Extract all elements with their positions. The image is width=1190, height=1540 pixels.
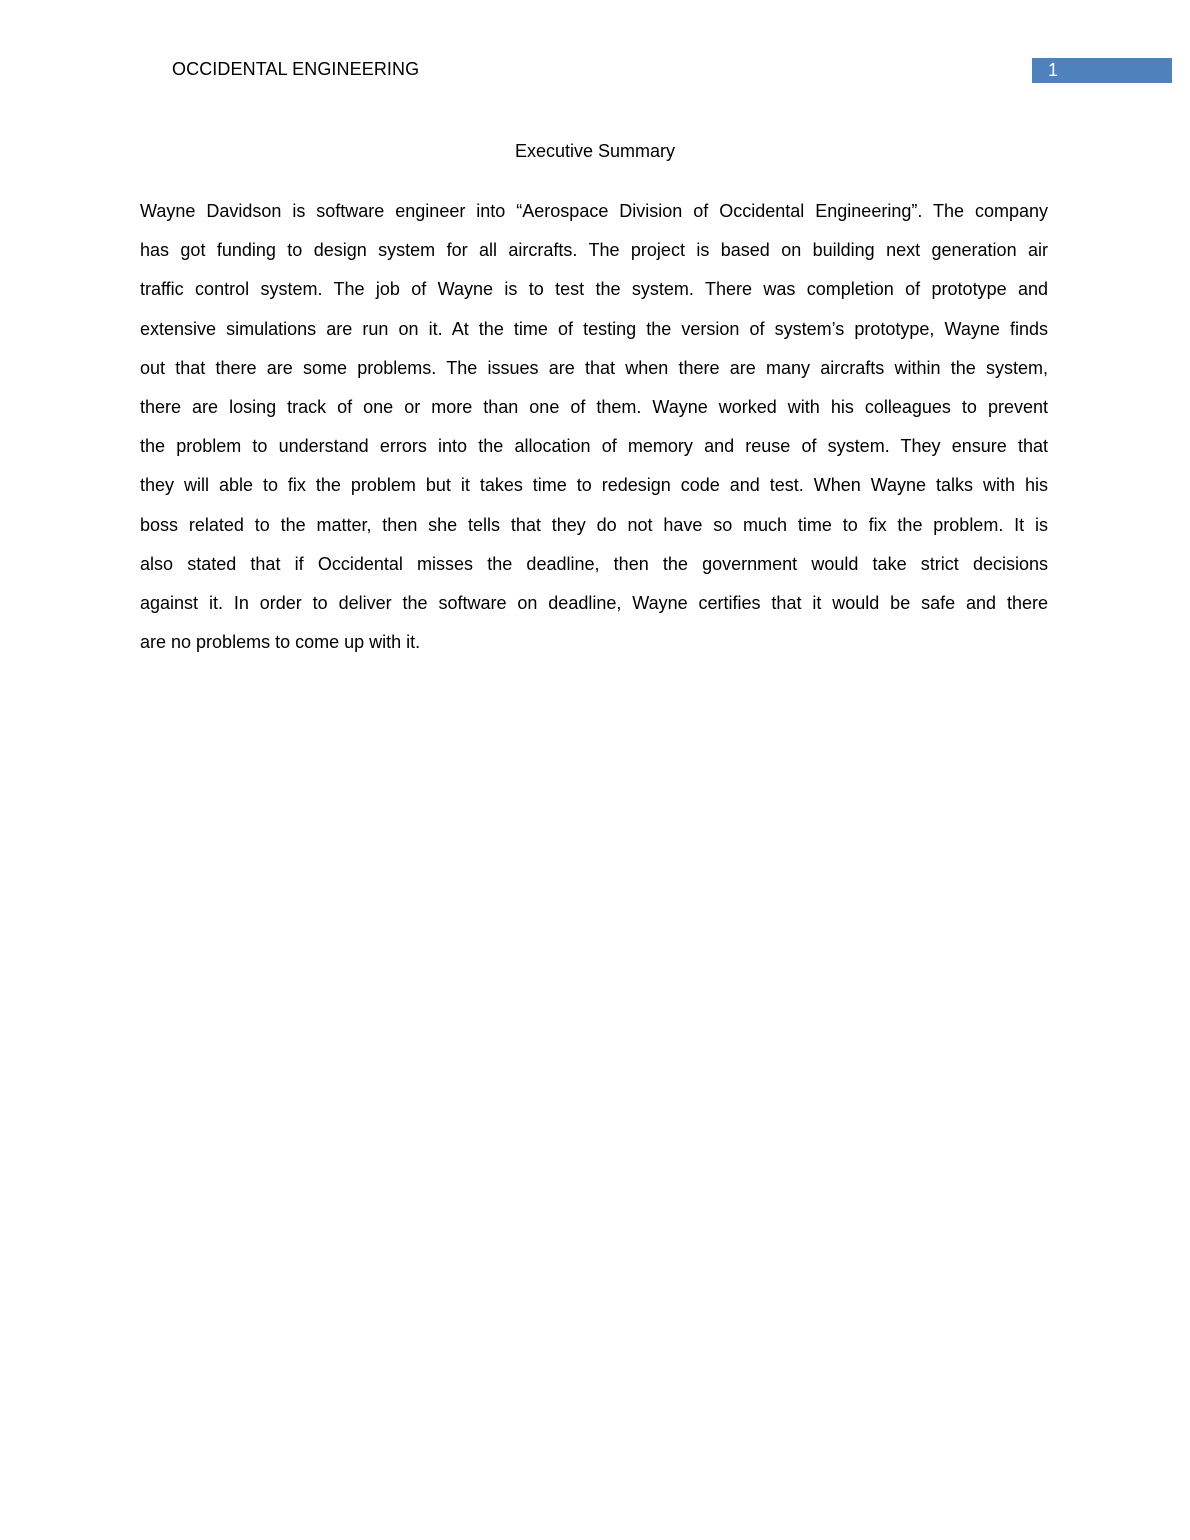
paragraph-line: has got funding to design system for all aircrafts. The project is based on building next generation air — [140, 240, 1048, 261]
paragraph-line: traffic control system. The job of Wayne is to test the system. There was completion of prototype and — [140, 279, 1048, 300]
paragraph-line: they will able to fix the problem but it takes time to redesign code and test. When Wayne talks with his — [140, 475, 1048, 496]
page-number-badge — [1032, 58, 1172, 83]
executive-summary-paragraph — [140, 192, 1048, 662]
paragraph-line: Wayne Davidson is software engineer into “Aerospace Division of Occidental Engineering”. The company — [140, 201, 1048, 221]
paragraph-line: extensive simulations are run on it. At the time of testing the version of system’s prototype, Wayne finds — [140, 318, 1048, 339]
document-title: Executive Summary — [514, 141, 676, 161]
paragraph-line: also stated that if Occidental misses the deadline, then the government would take strict decisions — [140, 553, 1048, 574]
running-header-title: OCCIDENTAL ENGINEERING — [172, 59, 420, 79]
page-number: 1 — [1048, 60, 1059, 80]
paragraph-line: the problem to understand errors into the allocation of memory and reuse of system. They ensure that — [140, 436, 1048, 457]
paragraph-line: boss related to the matter, then she tells that they do not have so much time to fix the problem. It is — [140, 514, 1048, 535]
paragraph-line: against it. In order to deliver the software on deadline, Wayne certifies that it would be safe and there — [140, 593, 1048, 614]
paragraph-line: out that there are some problems. The issues are that when there are many aircrafts within the system, — [140, 357, 1048, 378]
paragraph-line: are no problems to come up with it. — [140, 632, 421, 653]
paragraph-line: there are losing track of one or more than one of them. Wayne worked with his colleagues to prevent — [140, 397, 1048, 418]
